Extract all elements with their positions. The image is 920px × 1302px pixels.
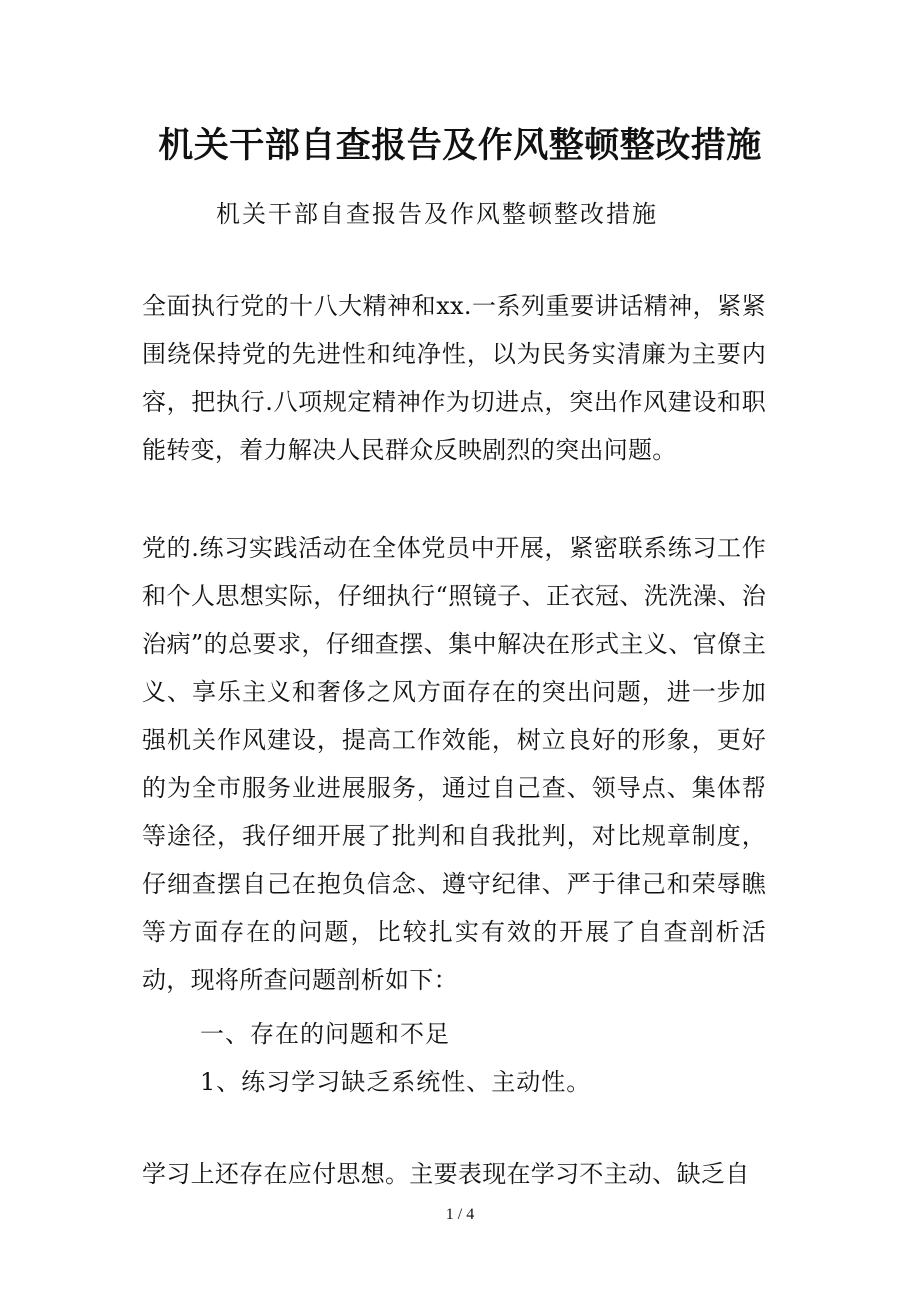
body-paragraph: 学习上还存在应付思想。主要表现在学习不主动、缺乏自 — [142, 1160, 750, 1188]
document-title: 机关干部自查报告及作风整顿整改措施 — [158, 126, 762, 166]
subsection-heading: 1、练习学习缺乏系统性、主动性。 — [200, 1068, 592, 1096]
page-number: 1 / 4 — [445, 1206, 475, 1223]
body-paragraph: 党的.练习实践活动在全体党员中开展，紧密联系练习工作和个人思想实际，仔细执行“照镜子、正衣冠、洗洗澡、治治病”的总要求，仔细查摆、集中解决在形式主义、官僚主义、享乐主义和奢侈之风方面存在的突出问题，进一步加强机关作风建设，提高工作效能，树立良好的形象，更好的为全市服务业进展服务，通过自己查、领导点、集体帮等途径，我仔细开展了批判和自我批判，对比规章制度，仔细查摆自己在抱负信念、遵守纪律、严于律己和荣辱瞧等方面存在的问题，比较扎实有效的开展了自查剖析活动，现将所查问题剖析如下： — [142, 534, 766, 994]
document-subtitle: 机关干部自查报告及作风整顿整改措施 — [216, 200, 658, 228]
section-heading: 一、存在的问题和不足 — [200, 1020, 450, 1048]
body-paragraph: 全面执行党的十八大精神和xx.一系列重要讲话精神，紧紧围绕保持党的先进性和纯净性，以为民务实清廉为主要内容，把执行.八项规定精神作为切进点，突出作风建设和职能转变，着力解决人民群众反映剧烈的突出问题。 — [142, 292, 766, 464]
